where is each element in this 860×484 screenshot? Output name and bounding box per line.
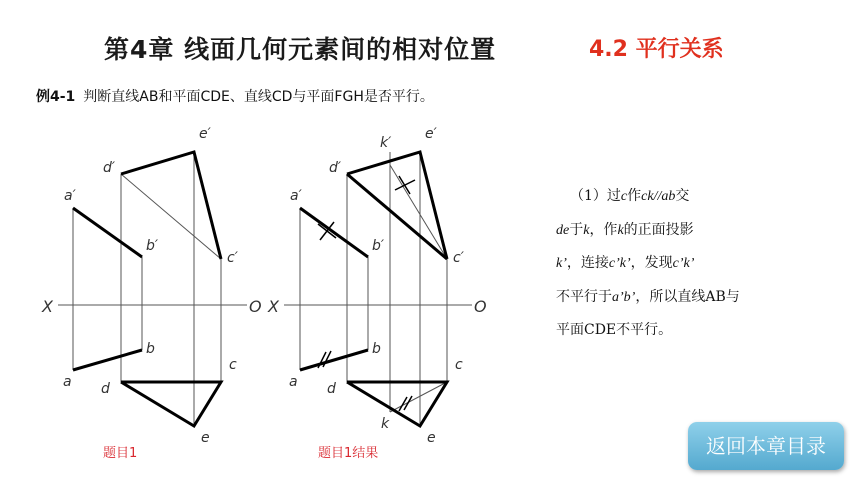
figure-2-caption: 题目1结果 (318, 446, 379, 461)
exp-p3: 交 (675, 188, 690, 204)
label-a-prime-2: a′ (290, 188, 302, 204)
label-e-1: e (201, 430, 210, 446)
explanation-text (556, 180, 746, 347)
section-title: 4.2 平行关系 (589, 37, 724, 62)
exp-k-prime: k’ (556, 256, 567, 271)
exp-k: k (583, 222, 590, 238)
exp-ck-prime-2: c’k’ (672, 256, 695, 271)
parallel-tick-marks (318, 176, 415, 411)
label-c-prime-1: c′ (227, 250, 238, 266)
label-d-prime-2: d′ (329, 160, 342, 176)
exp-p8: ，发现 (630, 255, 673, 271)
exp-p4: 于 (569, 221, 584, 238)
chapter-title: 第4章 线面几何元素间的相对位置 (104, 35, 497, 64)
back-to-chapter-menu-button[interactable]: 返回本章目录 (688, 422, 844, 470)
label-b-1: b (146, 341, 155, 357)
exp-de: de (556, 222, 570, 238)
label-c-2: c (455, 357, 463, 373)
exp-c: c (620, 189, 628, 204)
exp-ck-prime: c’k’ (608, 256, 631, 271)
exp-p2: 作 (627, 188, 642, 204)
label-a-1: a (63, 374, 72, 390)
label-d-prime-1: d′ (103, 160, 116, 176)
example-text: 判断直线AB和平面CDE、直线CD与平面FGH是否平行。 (83, 89, 434, 105)
label-k-2: k (381, 416, 390, 432)
object-lines-1 (73, 152, 221, 426)
figure-2 (267, 126, 487, 446)
exp-k2: k (617, 222, 624, 238)
exp-p9: 不平行于 (556, 288, 612, 305)
label-c-1: c (229, 357, 237, 373)
label-e-2: e (427, 430, 436, 446)
example-statement (36, 86, 434, 106)
label-b-prime-1: b′ (146, 238, 159, 254)
label-k-prime-2: k′ (380, 135, 392, 151)
projection-lines-2 (300, 152, 447, 426)
label-e-prime-2: e′ (425, 126, 437, 142)
object-lines-2 (300, 152, 447, 426)
exp-ab-prime: a’b’ (612, 289, 636, 305)
label-a-2: a (289, 374, 298, 390)
label-c-prime-2: c′ (453, 250, 464, 266)
projection-diagrams (0, 110, 540, 450)
label-o-1: O (249, 297, 262, 316)
example-label: 例4-1 (36, 89, 76, 105)
label-e-prime-1: e′ (199, 126, 211, 142)
figure-1-caption: 题目1 (103, 446, 138, 461)
exp-p7: ，连接 (566, 255, 609, 271)
label-x-2: X (268, 297, 279, 316)
exp-p5: ，作 (589, 221, 618, 238)
label-b-prime-2: b′ (372, 238, 385, 254)
label-o-2: O (474, 297, 487, 316)
label-a-prime-1: a′ (64, 188, 76, 204)
projection-lines-1 (73, 152, 221, 426)
exp-ck-ab: ck//ab (641, 189, 676, 204)
figure-1 (41, 126, 262, 446)
exp-p10: ，所以直线AB与平面CDE不平行。 (556, 288, 740, 338)
label-d-1: d (101, 381, 110, 397)
label-x-1: X (42, 297, 53, 316)
label-b-2: b (372, 341, 381, 357)
label-d-2: d (327, 381, 336, 397)
exp-p1: （1）过 (570, 188, 621, 204)
exp-p6: 的正面投影 (623, 221, 694, 238)
